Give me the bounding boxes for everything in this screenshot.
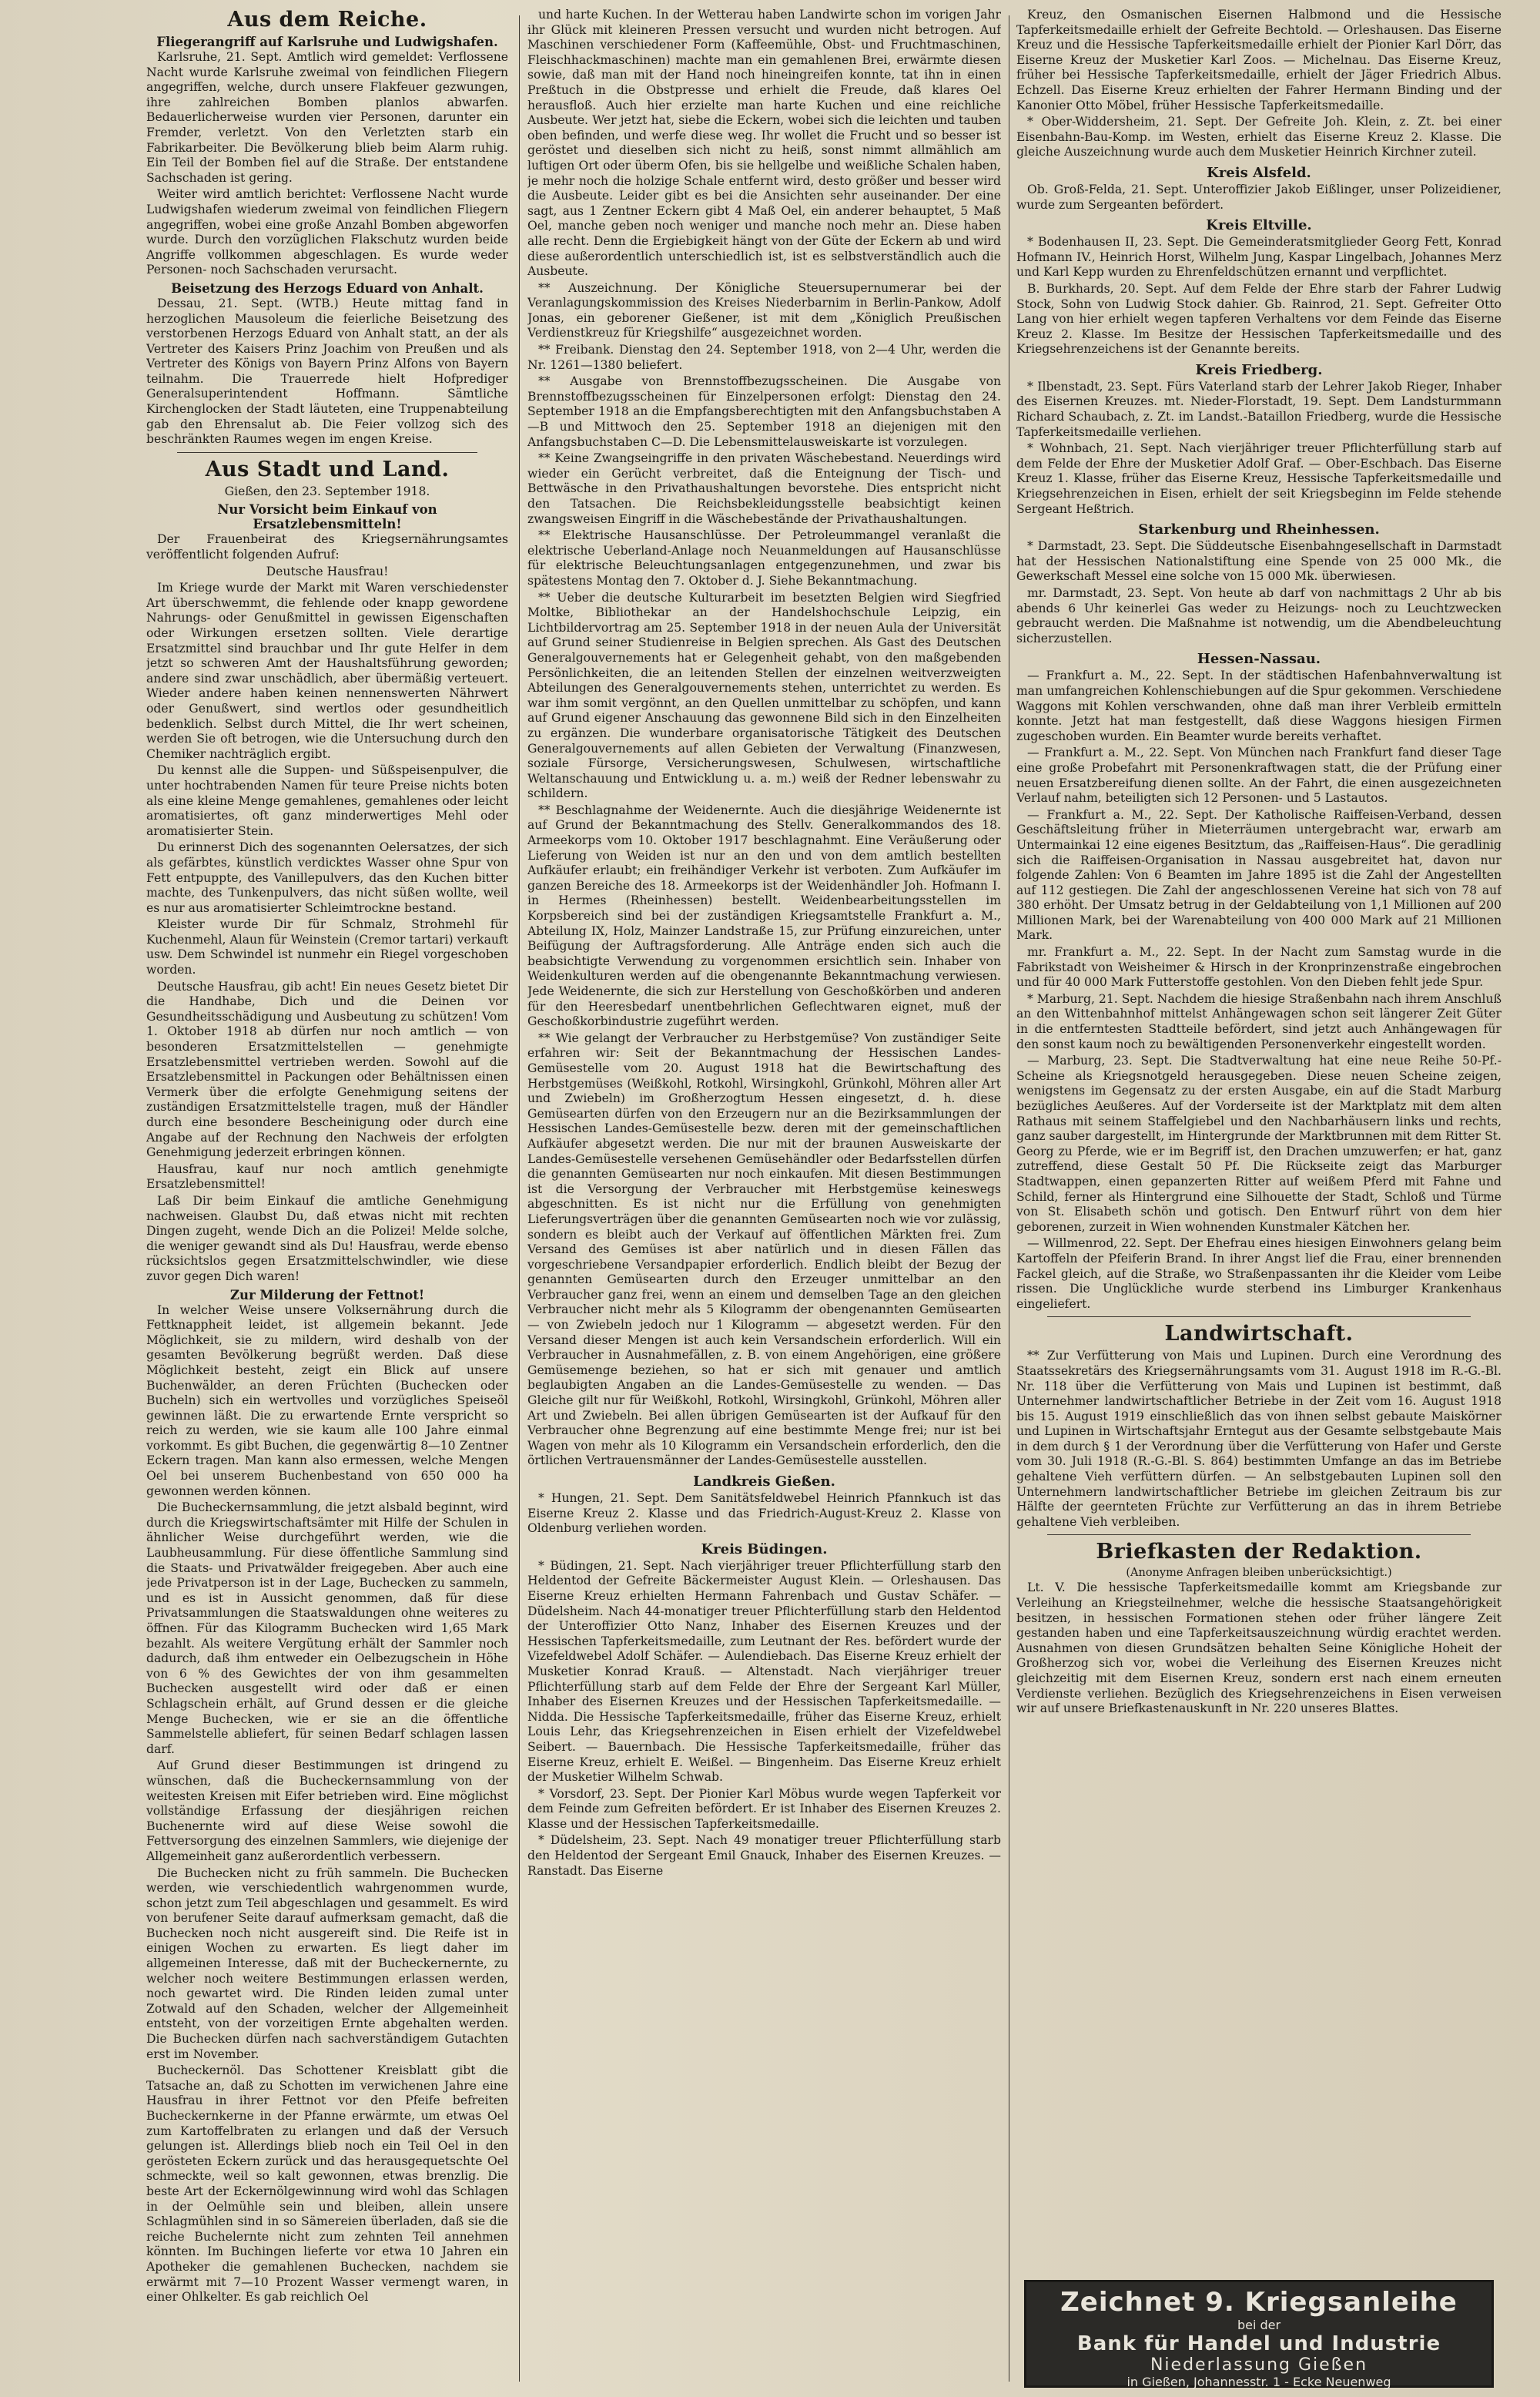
article-text: mr. Frankfurt a. M., 22. Sept. In der Nacht zum Samstag wurde in die Fabrikstadt von Weisheimer & Hirsch in der Kronprinzenstraße eingebrochen und für 40 000 Mark Futterstoffe gestohlen. Von den Dieben fehlt jede Spur. [1016,945,1502,990]
section-heading-landkreis: Landkreis Gießen. [693,1473,835,1490]
section-heading-reiche: Aus dem Reiche. [227,8,427,32]
ad-address: in Gießen, Johannesstr. 1 - Ecke Neuenweg [1127,2375,1391,2389]
article-text: * Marburg, 21. Sept. Nachdem die hiesige Straßenbahn nach ihrem Anschluß an den Wittenbahnhof mittelst Anhängewagen schon seit längerer Zeit Güter in die entferntesten Stadtteile befördert, sind jetzt auch Anhängewagen für den sonst kaum noch zu bewältigenden Personenverkehr eingestellt worden. [1016,991,1502,1051]
article-text: * Ilbenstadt, 23. Sept. Fürs Vaterland starb der Lehrer Jakob Rieger, Inhaber des Eisernen Kreuzes. mt. Nieder-Florstadt, 19. Sept. Dem Landsturmmann Richard Schaubach, z. Zt. im Landst.-Bataillon Friedberg, wurde die Hessische Tapferkeitsmedaille verliehen. [1016,379,1502,439]
article-text: ** Keine Zwangseingriffe in den privaten Wäschebestand. Neuerdings wird wieder ein Gerücht verbreitet, daß die Enteignung der Tisch- und Bettwäsche in den Privathaushaltungen bevorstehe. Dies entspricht nicht den Tatsachen. Die Reichsbekleidungsstelle beabsichtigt keinen zwangsweisen Eingriff in die Wäschebestände der Privathaushaltungen. [527,451,1001,526]
section-heading-stadt: Aus Stadt und Land. [205,457,450,481]
article-text: Im Kriege wurde der Markt mit Waren verschiedenster Art überschwemmt, die fehlende oder knapp gewordene Nahrungs- oder Genußmittel in gewissen Eigenschaften oder Wirkungen ersetzen sollten. Viele derartige Ersatzmittel sind brauchbar und Ihr gute Helfer in dem jetzt so schweren Amt der Haushaltsführung geworden; andere sind zwar unschädlich, aber übermäßig verteuert. Wieder andere haben keinen nennenswerten Nährwert oder Genußwert, sind wertlos oder gesundheitlich bedenklich. Selbst durch Mittel, die Ihr wert scheinen, werden Sie oft betrogen, wie die Untersuchung durch den Chemiker nachträglich ergibt. [146,581,508,761]
article-text: Deutsche Hausfrau, gib acht! Ein neues Gesetz bietet Dir die Handhabe, Dich und die Deinen vor Gesundheitsschädigung und Ausbeutung zu schützen! Vom 1. Oktober 1918 ab dürfen nur noch amtlich — von besonderen Ersatzmittelstellen — genehmigte Ersatzlebensmittel vertrieben werden. Sowohl auf die Ersatzlebensmittel in Packungen oder Behältnissen einen Vermerk über die erfolgte Genehmigung seitens der zuständigen Ersatzmittelstelle tragen, muß der Händler durch eine besondere Bescheinigung oder durch eine Angabe auf der Rechnung den Nachweis der erfolgten Genehmigung jederzeit erbringen können. [146,979,508,1160]
article-text: Bucheckernöl. Das Schottener Kreisblatt gibt die Tatsache an, daß zu Schotten im verwichenen Jahre eine Hausfrau in ihrer Fettnot vor den Pfeife befreiten Bucheckernkerne in der Pfanne erwärmte, um etwas Oel zum Kartoffelbraten zu erlangen und daß der Versuch gelungen ist. Allerdings blieb noch ein Teil Oel in den gerösteten Eckern zurück und das herausgequetschte Oel schmeckte, weil so kalt gewonnen, etwas brenzlig. Die beste Art der Eckernölgewinnung wird wohl das Schlagen in der Oelmühle sein und bleiben, allein unsere Schlagmühlen sind in so Sämereien überladen, daß sie die reiche Buchelernte nicht zum zehnten Teil annehmen könnten. Im Buchingen lieferte vor etwa 10 Jahren ein Apotheker die gemahlenen Buchecken, nachdem sie erwärmt mit 7—10 Prozent Wasser vermengt waren, in einer Ohlkelter. Es gab reichlich Oel [146,2063,508,2305]
article-text: Du kennst alle die Suppen- und Süßspeisenpulver, die unter hochtrabenden Namen für teure Preise nichts boten als eine kleine Menge gemahlenes, gemahlenes oder leicht aromatisiertes, oft ganz minderwertiges Mehl oder aromatisierter Stein. [146,763,508,838]
article-text: Laß Dir beim Einkauf die amtliche Genehmigung nachweisen. Glaubst Du, daß etwas nicht mit rechten Dingen zugeht, wende Dich an die Polizei! Melde solche, die weniger gewandt sind als Du! Hausfrau, werde ebenso rücksichtslos gegen Ersatzmittelschwindler, wie diese zuvor gegen Dich waren! [146,1193,508,1283]
article-title-anhalt: Beisetzung des Herzogs Eduard von Anhalt. [171,280,484,296]
article-text: Kleister wurde Dir für Schmalz, Strohmehl für Kuchenmehl, Alaun für Weinstein (Cremor tartari) verkauft usw. Dem Schwindel ist nunmehr ein Riegel vorgeschoben worden. [146,917,508,977]
article-text: Du erinnerst Dich des sogenannten Oelersatzes, der sich als gefärbtes, künstlich verdicktes Wasser ohne Spur von Fett entpuppte, des Vanillepulvers, das den Kuchen bitter machte, des Tunkenpulvers, das nicht süßen wollte, weil es nur aus aromatisierter Schleimtrockne bestand. [146,840,508,915]
article-text: Die Buchecken nicht zu früh sammeln. Die Buchecken werden, wie verschiedentlich wahrgenommen wurde, schon jetzt zum Teil abgeschlagen und gesammelt. Es wird von berufener Seite darauf aufmerksam gemacht, daß die Buchecken noch nicht ausgereift sind. Die Reife ist in einigen Wochen zu erwarten. Es liegt daher im allgemeinen Interesse, daß mit der Bucheckernernte, zu welcher noch weitere Bestimmungen erlassen werden, noch gewartet wird. Die Rinden leiden zumal unter Zotwald auf den Schaden, welcher der Allgemeinheit entsteht, von der vorzeitigen Ernte abgehalten werden. Die Buchecken dürfen nach sachverständigem Gutachten erst im November. [146,1866,508,2061]
section-heading-starkenburg: Starkenburg und Rheinhessen. [1138,521,1380,538]
separator [1047,1316,1471,1317]
column-right [1016,8,1502,2389]
article-text: * Vorsdorf, 23. Sept. Der Pionier Karl Möbus wurde wegen Tapferkeit vor dem Feinde zum Gefreiten befördert. Er ist Inhaber des Eisernen Kreuzes 2. Klasse und der Hessischen Tapferkeitsmedaille. [527,1786,1001,1831]
article-text: In welcher Weise unsere Volksernährung durch die Fettknappheit leidet, ist allgemein bekannt. Jede Möglichkeit, sie zu mildern, wird deshalb von der gesamten Bevölkerung begrüßt werden. Daß diese Möglichkeit besteht, zeigt ein Blick auf unsere Buchenwälder, an deren Früchten (Buchecken oder Bucheln) sich ein wertvolles und vorzügliches Speiseöl gewinnen läßt. Die zu erwartende Ernte verspricht so reich zu werden, wie sie kaum alle 100 Jahre einmal vorkommt. Es gibt Buchen, die gegenwärtig 8—10 Zentner Eckern tragen. Man kann also ermessen, welche Mengen Oel bei unserem Buchenbestand von 650 000 ha gewonnen werden können. [146,1302,508,1498]
article-text: Karlsruhe, 21. Sept. Amtlich wird gemeldet: Verflossene Nacht wurde Karlsruhe zweimal von feindlichen Fliegern angegriffen, welche, durch unsere Flakfeuer gezwungen, ihre zahlreichen Bomben planlos abwarfen. Bedauerlicherweise wurden vier Personen, darunter ein Fremder, verletzt. Von den Verletzten starb ein Fabrikarbeiter. Die Bevölkerung blieb beim Alarm ruhig. Ein Teil der Bomben fiel auf die Straße. Der entstandene Sachschaden ist gering. [146,50,508,185]
article-text: Ob. Groß-Felda, 21. Sept. Unteroffizier Jakob Eißlinger, unser Polizeidiener, wurde zum Sergeanten befördert. [1016,182,1502,212]
ad-headline: Zeichnet 9. Kriegsanleihe [1060,2287,1458,2318]
section-heading-eltville: Kreis Eltville. [1206,217,1312,234]
article-text: Die Bucheckernsammlung, die jetzt alsbald beginnt, wird durch die Kriegswirtschaftsämter mit Hilfe der Schulen in ähnlicher Weise durchgeführt werden, wie die Laubheusammlung. Für diese öffentliche Sammlung sind die Staats- und Privatwälder freigegeben. Aber auch eine jede Privatperson ist in der Lage, Buchecken zu sammeln, und es ist in Aussicht genommen, daß für diese Privatsammlungen die Staatswaldungen ohne weiteres zu öffnen. Für das Kilogramm Buchecken wird 1,65 Mark bezahlt. Als weitere Vergütung erhält der Sammler noch dadurch, daß ihm entweder ein Oelbezugschein in Höhe von 6 % des Gewichtes der von ihm gesammelten Buchecken ausgestellt wird oder daß er einen Schlagschein erhält, auf Grund dessen er die gleiche Menge Buchecken, wie er sie an die öffentliche Sammelstelle abliefert, für seinen Bedarf schlagen lassen darf. [146,1500,508,1756]
article-text: ** Freibank. Dienstag den 24. September 1918, von 2—4 Uhr, werden die Nr. 1261—1380 beliefert. [527,343,1001,372]
article-text: mr. Darmstadt, 23. Sept. Von heute ab darf von nachmittags 2 Uhr ab bis abends 6 Uhr keinerlei Gas weder zu Heizungs- noch zu Leuchtzwecken gebraucht werden. Die Maßnahme ist notwendig, um die Abendbeleuchtung sicherzustellen. [1016,586,1502,645]
article-text: Hausfrau, kauf nur noch amtlich genehmigte Ersatzlebensmittel! [146,1162,508,1192]
article-text: ** Beschlagnahme der Weidenernte. Auch die diesjährige Weidenernte ist auf Grund der Bekanntmachung des Stellv. Generalkommandos des 18. Armeekorps vom 10. Oktober 1917 beschlagnahmt. Eine Veräußerung oder Lieferung von Weiden ist nur an den und von dem amtlich bestellten Aufkäufer erlaubt; ein freihändiger Verkehr ist verboten. Zum Aufkäufer im ganzen Bereiche des 18. Armeekorps ist der Weidenhändler Joh. Hofmann I. in Hermes (Rheinhessen) bestellt. Weidenbearbeitungsstellen im Korpsbereich sind bei der zuständigen Kriegsamtstelle Frankfurt a. M., Abteilung IX, Holz, Mainzer Landstraße 15, zur Prüfung einzureichen, unter Beifügung der Auftragsforderung. Alle Anträge enden sich auch die beabsichtigte Verwendung zu vorgenommen ersichtlich sein. Inhaber von Weidenkulturen werden auf die obengenannte Bekanntmachung verwiesen. Jede Weidenernte, die sich zur Herstellung von Geschoßkörben und anderen für den Heeresbedarf unentbehrlichen Geflechtwaren eignet, muß der Geschoßkorbindustrie zugeführt werden. [527,803,1001,1029]
article-text: * Düdelsheim, 23. Sept. Nach 49 monatiger treuer Pflichterfüllung starb den Heldentod der Sergeant Emil Gnauck, Inhaber des Eisernen Kreuzes. — Ranstadt. Das Eiserne [527,1833,1001,1878]
article-text: * Büdingen, 21. Sept. Nach vierjähriger treuer Pflichterfüllung starb den Heldentod der Gefreite Bäckermeister August Klein. — Orleshausen. Das Eiserne Kreuz erhielten Hermann Fahrenbach und Gustav Schäfer. — Düdelsheim. Nach 44-monatiger treuer Pflichterfüllung starb den Heldentod der Unteroffizier Otto Nanz, Inhaber des Eisernen Kreuzes und der Hessischen Tapferkeitsmedaille, zum Leutnant der Res. befördert wurde der Vizefeldwebel Adolf Schäfer. — Aulendiebach. Das Eiserne Kreuz erhielt der Musketier Konrad Krauß. — Altenstadt. Nach vierjähriger treuer Pflichterfüllung starb auf dem Felde der Ehre der Sergeant Karl Müller, Inhaber des Eisernen Kreuzes und der Hessischen Tapferkeitsmedaille. — Nidda. Die Hessische Tapferkeitsmedaille, früher das Eiserne Kreuz, erhielt Louis Lehr, das Kriegsehrenzeichen in Eisen erhielt der Vizefeldwebel Seibert. — Bauernbach. Die Hessische Tapferkeitsmedaille, früher das Eiserne Kreuz, erhielt E. Weißel. — Bingenheim. Das Eiserne Kreuz erhielt der Musketier Wilhelm Schwab. [527,1558,1001,1785]
article-text: — Frankfurt a. M., 22. Sept. Von München nach Frankfurt fand dieser Tage eine große Probefahrt mit Personenkraftwagen statt, die der Prüfung einer neuen Ersatzbereifung dienen sollte. An der Fahrt, die einen ausgezeichneten Verlauf nahm, beteiligten sich 12 Personen- und 5 Lastautos. [1016,746,1502,806]
article-title-fett: Zur Milderung der Fettnot! [229,1287,425,1302]
section-heading-briefkasten: Briefkasten der Redaktion. [1096,1540,1422,1564]
article-text: ** Zur Verfütterung von Mais und Lupinen. Durch eine Verordnung des Staatssekretärs des Kriegsernährungsamts vom 31. August 1918 im R.-G.-Bl. Nr. 118 über die Verfütterung von Mais und Lupinen ist bestimmt, daß Unternehmer landwirtschaftlicher Betriebe in der Zeit vom 16. August 1918 bis 15. August 1919 einschließlich das von ihnen selbst gebaute Maiskörner und Lupinen in Wirtschaftsjahr Erntegut aus der Gesamte selbstgebaute Mais in dem durch § 1 der Verordnung über die Verfütterung von Hafer und Gerste vom 30. Juli 1918 (R.-G.-Bl. S. 864) bestimmten Umfange an das im Betriebe gehaltene Vieh verfüttern dürfen. — An selbstgebauten Lupinen soll den Unternehmern landwirtschaftlicher Betriebe im gleichen Zeitraum bis zur Hälfte der geernteten Früchte zur Verfütterung an das in ihrem Betriebe gehaltene Vieh verbleiben. [1016,1349,1502,1529]
section-heading-buedingen: Kreis Büdingen. [701,1540,828,1557]
article-text: und harte Kuchen. In der Wetterau haben Landwirte schon im vorigen Jahr ihr Glück mit kleineren Pressen versucht und wurden nicht betrogen. Auf Maschinen verschiedener Form (Kaffeemühle, Obst- und Fruchtmaschinen, Fleischhackmaschinen) machte man ein gemahlenen Brei, erwärmte diesen sowie, daß man mit der Hand noch hineingreifen konnte, tat ihn in einen Preßtuch in die Obstpresse und erhielt die Freude, daß klares Oel herausfloß. Auch hier erzielte man harte Kuchen und eine reichliche Ausbeute. Wer jetzt hat, siebe die Eckern, wobei sich die leichten und tauben oben befinden, und werfe diese weg. Ihr wollet die Frucht und so besser ist geröstet und dieselben sich nicht zu heiß, sonst nimmt allmählich am luftigen Ort oder überm Ofen, bis sie hellgelbe und weißliche Schalen haben, je mehr noch die holzige Schale entfernt wird, desto größer und besser wird die Ausbeute. Leider gibt es bei die Ansichten sehr auseinander. Der eine sagt, aus 1 Zentner Eckern gibt 4 Maß Oel, ein anderer behauptet, 5 Maß Oel, manche geben noch weniger und manche noch mehr an. Diese haben alle recht. Denn die Ergiebigkeit hängt von der Güte der Eckern ab und wird diese außerordentlich unterschiedlich ist, ist es selbstverständlich auch die Ausbeute. [527,8,1001,279]
article-text: Lt. V. Die hessische Tapferkeitsmedaille kommt am Kriegsbande zur Verleihung an Kriegsteilnehmer, welche die hessische Staatsangehörigkeit besitzen, in hessischen Formationen stehen oder früher längere Zeit gestanden haben und eine Tapferkeitsauszeichnung würdig erachtet werden. Ausnahmen von diesen Grundsätzen behalten Seine Königliche Hoheit der Großherzog sich vor, wobei die Verleihung des Eisernen Kreuzes nicht gleichzeitig mit dem Eisernen Kreuz, sondern erst nach einem erneuten Verdienste verliehen. Bezüglich des Kriegsehrenzeichens in Eisen verweisen wir auf unsere Briefkastenauskunft in Nr. 220 unseres Blattes. [1016,1581,1502,1716]
briefkasten-note: (Anonyme Anfragen bleiben unberücksichtigt.) [1126,1567,1392,1580]
article-title-ersatz: Nur Vorsicht beim Einkauf von Ersatzlebensmitteln! [217,502,437,532]
article-text: * Bodenhausen II, 23. Sept. Die Gemeinderatsmitglieder Georg Fett, Konrad Hofmann IV., Heinrich Horst, Wilhelm Jung, Kaspar Lingelbach, Johannes Merz und Karl Kepp wurden zu Ehrenfeldschützen ernannt und verpflichtet. [1016,235,1502,280]
article-text: Auf Grund dieser Bestimmungen ist dringend zu wünschen, daß die Bucheckernsammlung von der weitesten Kreisen mit Eifer betrieben wird. Eine möglichst vollständige Erfassung der diesjährigen reichen Buchenernte wird auf diese Weise sowohl die Fettversorgung des einzelnen Sammlers, wie diejenige der Allgemeinheit ganz außerordentlich verbessern. [146,1758,508,1863]
article-text: ** Auszeichnung. Der Königliche Steuersupernumerar bei der Veranlagungskommission des Kreises Niederbarnim in Berlin-Pankow, Adolf Jonas, ein geborener Gießener, ist mit dem „Königlich Preußischen Verdienstkreuz für Kriegshilfe“ ausgezeichnet worden. [527,280,1001,340]
column-rule [519,15,520,2382]
article-title-karlsruhe: Fliegerangriff auf Karlsruhe und Ludwigshafen. [156,35,498,49]
article-text: Dessau, 21. Sept. (WTB.) Heute mittag fand in herzoglichen Mausoleum die feierliche Beisetzung des verstorbenen Herzogs Eduard von Anhalt statt, an der als Vertreter des Kaisers Prinz Joachim von Preußen und als Vertreter des Königs von Bayern Prinz Alfons von Bayern teilnahm. Die Trauerrede hielt Hofprediger Generalsuperintendent Hoffmann. Sämtliche Kirchenglocken der Stadt läuteten, eine Truppenabteilung gab den Ehrensalut ab. Die Feier vollzog sich des beschränkten Raumes wegen im engen Kreise. [146,296,508,447]
dateline: Gießen, den 23. September 1918. [224,484,430,498]
article-address: Deutsche Hausfrau! [266,564,389,578]
article-text: — Frankfurt a. M., 22. Sept. Der Katholische Raiffeisen-Verband, dessen Geschäftsleitung früher in Mieterräumen untergebracht war, erwarb am Untermainkai 12 eine eigenes Besitztum, das „Raiffeisen-Haus“. Die geradlinig sich die Raiffeisen-Organisation in Nassau ausgebreitet hat, davon nur folgende Zahlen: Von 6 Beamten im Jahre 1895 ist die Zahl der Angestellten auf 112 gestiegen. Die Zahl der angeschlossenen Vereine hat sich von 78 auf 380 erhöht. Der Umsatz betrug in der Geldabteilung von 1,1 Millionen auf 200 Millionen Mark, bei der Warenabteilung von 400 000 Mark auf 21 Millionen Mark. [1016,807,1502,943]
article-text: * Darmstadt, 23. Sept. Die Süddeutsche Eisenbahngesellschaft in Darmstadt hat der Hessischen Nationalstiftung eine Spende von 25 000 Mk., die Gewerkschaft Messel eine solche von 15 000 Mk. überwiesen. [1016,539,1502,584]
article-text: Kreuz, den Osmanischen Eisernen Halbmond und die Hessische Tapferkeitsmedaille erhielt der Gefreite Bechtold. — Orleshausen. Das Eiserne Kreuz und die Hessische Tapferkeitsmedaille erhielt der Pionier Karl Dörr, das Eiserne Kreuz der Musketier Karl Zoos. — Michelnau. Das Eiserne Kreuz, früher bei Hessische Tapferkeitsmedaille, erhielt der Jäger Friedrich Albus. Echzell. Das Eiserne Kreuz erhielten der Fahrer Hermann Binding und der Kanonier Otto Möbel, früher Hessische Tapferkeitsmedaille. [1016,8,1502,112]
article-text: * Wohnbach, 21. Sept. Nach vierjähriger treuer Pflichterfüllung starb auf dem Felde der Ehre der Musketier Adolf Graf. — Ober-Eschbach. Das Eiserne Kreuz 1. Klasse, früher das Eiserne Kreuz, Hessische Tapferkeitsmedaille und Kriegsehrenzeichen in Eisen, erhielt der seit Kriegsbeginn im Felde stehende Sergeant Heßtrich. [1016,441,1502,516]
article-text: ** Ueber die deutsche Kulturarbeit im besetzten Belgien wird Siegfried Moltke, Bibliothekar an der Handelshochschule Leipzig, ein Lichtbildervortrag am 25. September 1918 in der neuen Aula der Universität auf Grund seiner Studienreise in Belgien sprechen. Als Gast des Deutschen Generalgouvernements hat er Gelegenheit gehabt, von den maßgebenden Persönlichkeiten, die an leitenden Stellen der einzelnen weitverzweigten Abteilungen des Generalgouvernements stehen, unterrichtet zu werden. Es war ihm somit vergönnt, an den Quellen unmittelbar zu schöpfen, und kann auf Grund eigener Anschauung das gewonnene Bild sich in den Einzelheiten zu ergänzen. Die wunderbare organisatorische Tätigkeit des Deutschen Generalgouvernements auf allen Gebieten der Verwaltung (Finanzwesen, soziale Fürsorge, Versicherungswesen, Schulwesen, wirtschaftliche Weltanschauung und Entwicklung u. a. m.) weiß der Redner lebenswahr zu schildern. [527,590,1001,801]
article-text: — Frankfurt a. M., 22. Sept. In der städtischen Hafenbahnverwaltung ist man umfangreichen Kohlenschiebungen auf die Spur gekommen. Verschiedene Waggons mit Kohlen verschwanden, ohne daß man ihrer Verbleib ermitteln konnte. Jetzt hat man festgestellt, daß diese Waggons hiesigen Firmen zugeschoben wurden. Ein Beamter wurde bereits verhaftet. [1016,669,1502,743]
article-text: — Marburg, 23. Sept. Die Stadtverwaltung hat eine neue Reihe 50-Pf.-Scheine als Kriegsnotgeld herausgegeben. Diese neuen Scheine zeigen, wenigstens im Gegensatz zu der ersten Ausgabe, ein auf die Stadt Marburg bezügliches Aeußeres. Auf der Vorderseite ist der Marktplatz mit dem alten Rathaus mit seinem Staffelgiebel und den Nachbarhäusern links und rechts, ganz sauber dargestellt, im Hintergrunde der Marktbrunnen mit dem Ritter St. Georg zu Pferde, wie er im Begriff ist, den Drachen umzuwerfen; er hat, ganz zutreffend, diese Gestalt 50 Pf. Die Rückseite zeigt das Marburger Stadtwappen, einen gepanzerten Ritter auf weißem Pferd mit Fahne und Schild, ferner als Hintergrund eine Silhouette der Stadt, Schloß und Türme von St. Elisabeth schön und gotisch. Den Entwurf rührt von dem hier geborenen, zurzeit in Wien wohnenden Kunstmaler Kätchen her. [1016,1054,1502,1234]
separator [1047,1534,1471,1535]
ad-connector: bei der [1237,2318,1281,2332]
column-left [146,8,508,2389]
section-heading-nassau: Hessen-Nassau. [1197,651,1321,668]
column-middle [527,8,1001,2389]
article-text: ** Wie gelangt der Verbraucher zu Herbstgemüse? Von zuständiger Seite erfahren wir: Seit der Bekanntmachung der Hessischen Landes-Gemüsestelle vom 20. August 1918 hat die Bewirtschaftung des Herbstgemüses (Weißkohl, Rotkohl, Wirsingkohl, Grünkohl, Möhren aller Art und Zwiebeln) im Großherzogtum Hessen eingesetzt, d. h. diese Gemüsearten dürfen von den Erzeugern nur an die Bezirksammlungen der Hessischen Landes-Gemüsestelle bezw. deren mit der gemeinschaftlichen Aufkäufer abgesetzt werden. Die nur mit der braunen Ausweiskarte der Landes-Gemüsestelle versehenen Gemüsehändler oder Bedarfsstellen dürfen die genannten Gemüsearten nur noch einkaufen. Mit diesen Bestimmungen ist die Versorgung der Verbraucher mit Herbstgemüse keineswegs abgeschnitten. Es ist nicht nur die Erfüllung von genehmigten Lieferungsverträgen über die genannten Gemüsearten noch wie vor zulässig, sondern es bleibt auch der Verkauf auf öffentlichen Märkten frei. Zum Versand des Gemüses ist aber natürlich und in diesen Fällen das vorgeschriebene Versandpapier erforderlich. Endlich bleibt der Bezug der genannten Gemüsearten durch den Erzeuger unmittelbar an den Verbraucher ganz frei, wenn an einem und demselben Tage an den gleichen Verbraucher nicht mehr als 5 Kilogramm der obengenannten Gemüsearten — von Zwiebeln jedoch nur 1 Kilogramm — abgesetzt werden. Für den Versand dieser Mengen ist auch kein Versandschein erforderlich. Will ein Verbraucher in Ausnahmefällen, z. B. von einem Angehörigen, eine größere Gemüsemenge beziehen, so hat er sich mit genauer und amtlich beglaubigten Angaben an die Landes-Gemüsestelle zu wenden. — Das Gleiche gilt nur für Weißkohl, Rotkohl, Wirsingkohl, Grünkohl, Möhren aller Art und Zwiebeln. Bei allen übrigen Gemüsearten ist der Aufkauf für den Verbraucher ohne Begrenzung auf eine bestimmte Menge frei; nur ist bei Wagen von mehr als 10 Kilogramm ein Versandschein erforderlich, den die örtlichen Vertrauensmänner der Landes-Gemüsestelle ausstellen. [527,1031,1001,1468]
article-text: B. Burkhards, 20. Sept. Auf dem Felde der Ehre starb der Fahrer Ludwig Stock, Sohn von Ludwig Stock dahier. Gb. Rainrod, 21. Sept. Gefreiter Otto Lang von hier erhielt wegen tapferen Verhaltens vor dem Feinde das Eiserne Kreuz 2. Klasse. Im Besitze der Hessischen Tapferkeitsmedaille und des Kriegsehrenzeichens ist der Genannte bereits. [1016,281,1502,357]
article-text: Weiter wird amtlich berichtet: Verflossene Nacht wurde Ludwigshafen wiederum zweimal von feindlichen Fliegern angegriffen, wobei eine große Anzahl Bomben abgeworfen wurde. Durch den vorzüglichen Flakschutz wurden beide Angriffe vollkommen abgeschlagen. Es wurde weder Personen- noch Sachschaden verursacht. [146,187,508,277]
article-text: — Willmenrod, 22. Sept. Der Ehefrau eines hiesigen Einwohners gelang beim Kartoffeln der Pfeiferin Brand. In ihrer Angst lief die Frau, einer brennenden Fackel gleich, auf die Straße, wo Straßenpassanten ihr die Kleider vom Leibe rissen. Die Unglückliche wurde sterbend ins Limburger Krankenhaus eingeliefert. [1016,1236,1502,1311]
separator [177,452,477,453]
war-bond-advertisement [1024,2280,1494,2388]
article-text: * Hungen, 21. Sept. Dem Sanitätsfeldwebel Heinrich Pfannkuch ist das Eiserne Kreuz 2. Klasse und das Friedrich-August-Kreuz 2. Klasse von Oldenburg verliehen worden. [527,1491,1001,1536]
section-heading-landwirtschaft: Landwirtschaft. [1164,1322,1354,1346]
article-text: * Ober-Widdersheim, 21. Sept. Der Gefreite Joh. Klein, z. Zt. bei einer Eisenbahn-Bau-Komp. im Westen, erhielt das Eiserne Kreuz 2. Klasse. Die gleiche Auszeichnung wurde auch dem Musketier Heinrich Kirchner zuteil. [1016,115,1502,159]
ad-branch: Niederlassung Gießen [1150,2355,1368,2375]
ad-bank-name: Bank für Handel und Industrie [1076,2332,1441,2355]
section-heading-friedberg: Kreis Friedberg. [1195,361,1323,378]
article-text: Der Frauenbeirat des Kriegsernährungsamtes veröffentlicht folgenden Aufruf: [146,532,508,562]
article-text: ** Elektrische Hausanschlüsse. Der Petroleummangel veranlaßt die elektrische Ueberland-Anlage noch Neuanmeldungen auf Hausanschlüsse für elektrische Beleuchtungsanlagen entgegenzunehmen, und zwar bis spätestens Montag den 7. Oktober d. J. Siehe Bekanntmachung. [527,528,1001,588]
section-heading-alsfeld: Kreis Alsfeld. [1207,164,1311,181]
article-text: ** Ausgabe von Brennstoffbezugsscheinen. Die Ausgabe von Brennstoffbezugsscheinen für Einzelpersonen erfolgt: Dienstag den 24. September 1918 an die Empfangsberechtigten mit den Anfangsbuchstaben A—B und Mittwoch den 25. September 1918 an diejenigen mit den Anfangsbuchstaben C—D. Die Lebensmittelausweiskarte ist vorzulegen. [527,374,1001,449]
